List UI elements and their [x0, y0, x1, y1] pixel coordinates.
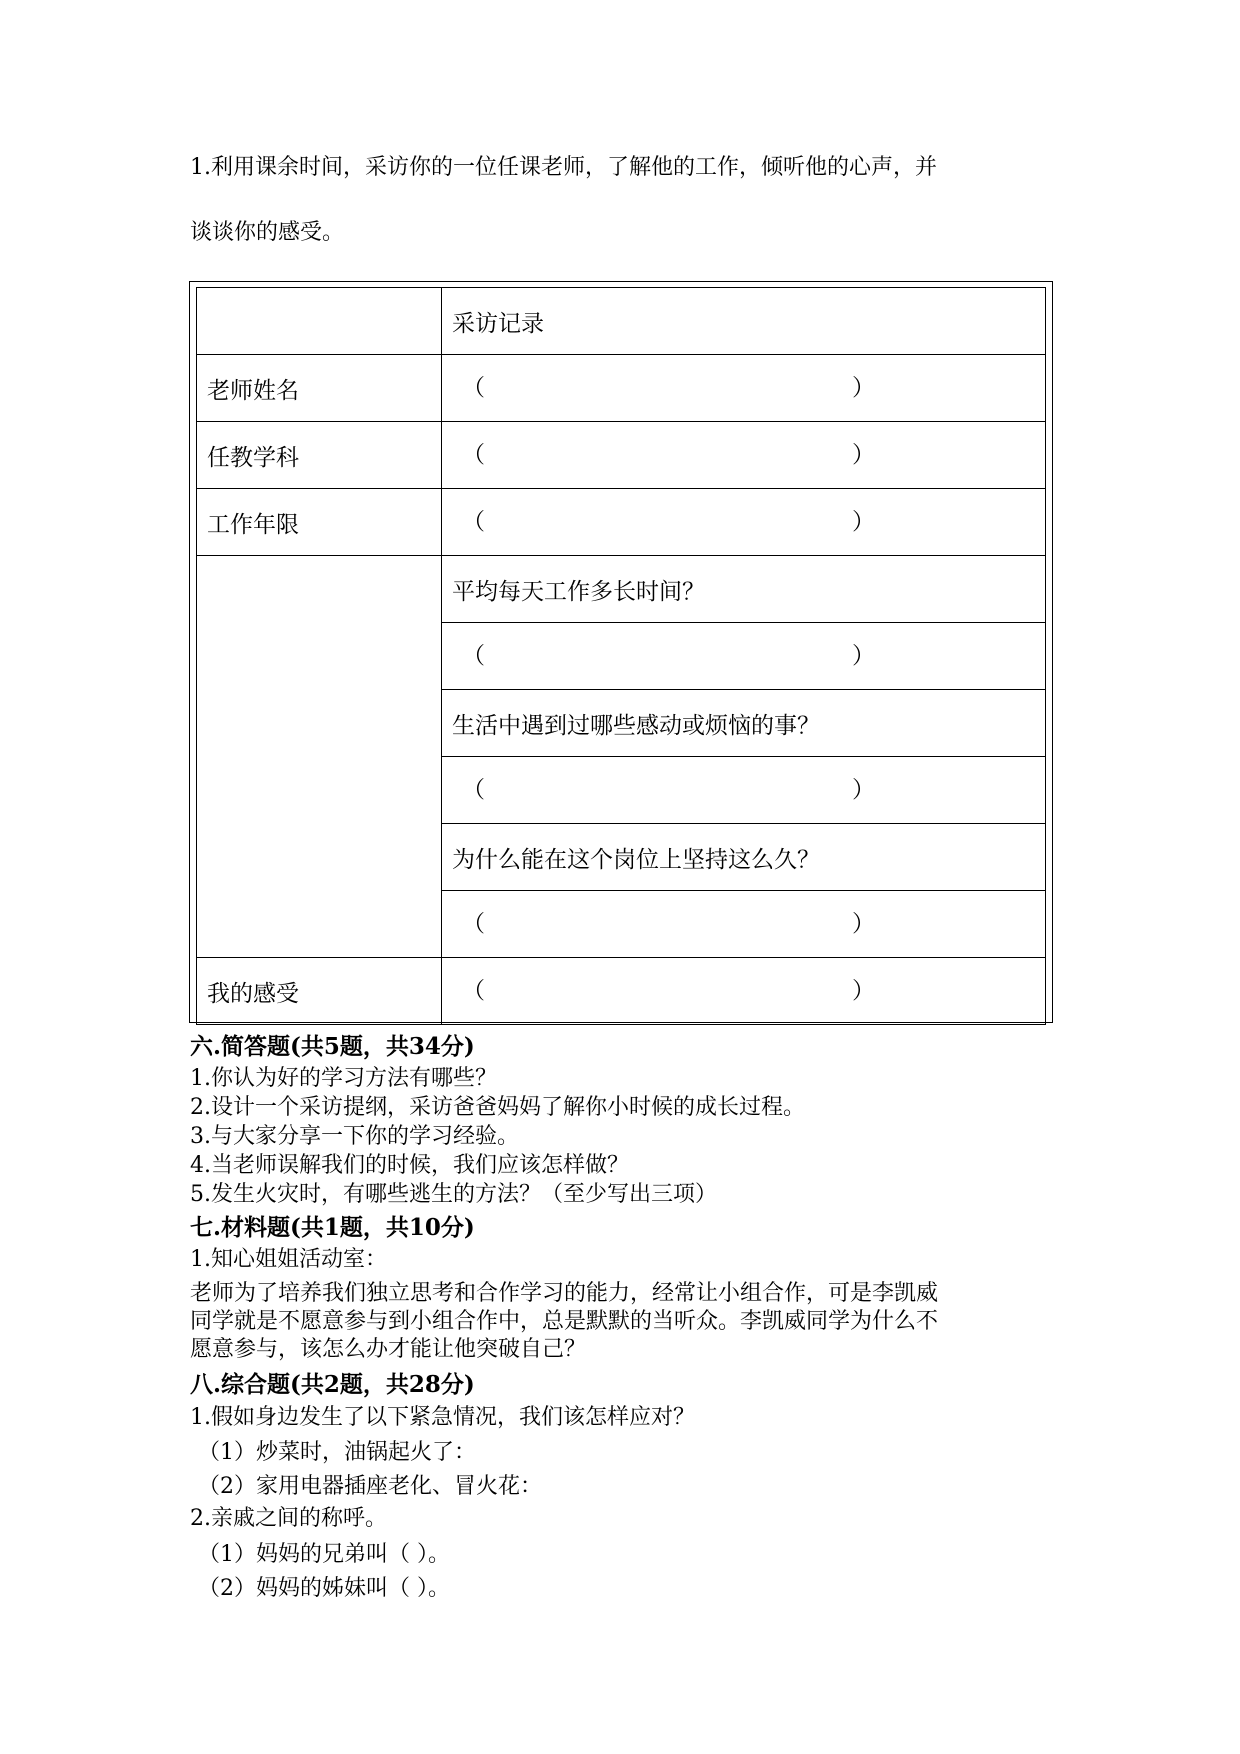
table-corner-cell: [197, 288, 442, 355]
section6-heading: 六.简答题(共5题，共34分): [190, 1033, 475, 1060]
section7-passage-line-1: 老师为了培养我们独立思考和合作学习的能力，经常让小组合作，可是李凯威: [190, 1281, 939, 1306]
intro-line-2: 谈谈你的感受。: [190, 220, 345, 245]
interview-table: [196, 287, 1046, 1025]
section6-item-3: 3.与大家分享一下你的学习经验。: [190, 1124, 519, 1149]
section8-q1-sub-2: （2）家用电器插座老化、冒火花：: [198, 1474, 542, 1499]
section7-heading: 七.材料题(共1题，共10分): [190, 1214, 475, 1241]
section6-item-2: 2.设计一个采访提纲，采访爸爸妈妈了解你小时候的成长过程。: [190, 1095, 805, 1120]
section6-item-1: 1.你认为好的学习方法有哪些？: [190, 1066, 497, 1091]
intro-line-1: 1.利用课余时间，采访你的一位任课老师，了解他的工作，倾听他的心声，并: [190, 155, 937, 180]
section8-q2-sub-2: （2）妈妈的姊妹叫（ ）。: [198, 1576, 450, 1601]
answer-cell-name[interactable]: （ ）: [442, 355, 1046, 422]
row-label-subject: 任教学科: [197, 422, 442, 489]
section7-passage-line-3: 愿意参与，该怎么办才能让他突破自己？: [190, 1337, 587, 1362]
section6-item-5: 5.发生火灾时，有哪些逃生的方法？（至少写出三项）: [190, 1182, 717, 1207]
row-label-feeling: 我的感受: [197, 958, 442, 1025]
row-label-name: 老师姓名: [197, 355, 442, 422]
answer-cell-moving-events[interactable]: （ ）: [442, 757, 1046, 824]
row-label-years: 工作年限: [197, 489, 442, 556]
question-moving-events: 生活中遇到过哪些感动或烦恼的事？: [442, 690, 1046, 757]
question-group-cell: [197, 556, 442, 958]
section8-q1-sub-1: （1）炒菜时，油锅起火了：: [198, 1440, 476, 1465]
section8-heading: 八.综合题(共2题，共28分): [190, 1371, 475, 1398]
answer-cell-persistence[interactable]: （ ）: [442, 891, 1046, 958]
question-persistence: 为什么能在这个岗位上坚持这么久？: [442, 824, 1046, 891]
section8-question-1: 1.假如身边发生了以下紧急情况，我们该怎样应对？: [190, 1405, 695, 1430]
section7-question-title: 1.知心姐姐活动室：: [190, 1247, 387, 1272]
table-header: 采访记录: [442, 288, 1046, 355]
question-work-hours: 平均每天工作多长时间？: [442, 556, 1046, 623]
section8-question-2: 2.亲戚之间的称呼。: [190, 1506, 387, 1531]
section7-passage-line-2: 同学就是不愿意参与到小组合作中，总是默默的当听众。李凯威同学为什么不: [190, 1309, 939, 1334]
answer-cell-subject[interactable]: （ ）: [442, 422, 1046, 489]
answer-cell-years[interactable]: （ ）: [442, 489, 1046, 556]
interview-table-frame: [189, 281, 1053, 1023]
answer-cell-feeling[interactable]: （ ）: [442, 958, 1046, 1025]
section8-q2-sub-1: （1）妈妈的兄弟叫（ ）。: [198, 1542, 450, 1567]
answer-cell-work-hours[interactable]: （ ）: [442, 623, 1046, 690]
section6-item-4: 4.当老师误解我们的时候，我们应该怎样做？: [190, 1153, 629, 1178]
